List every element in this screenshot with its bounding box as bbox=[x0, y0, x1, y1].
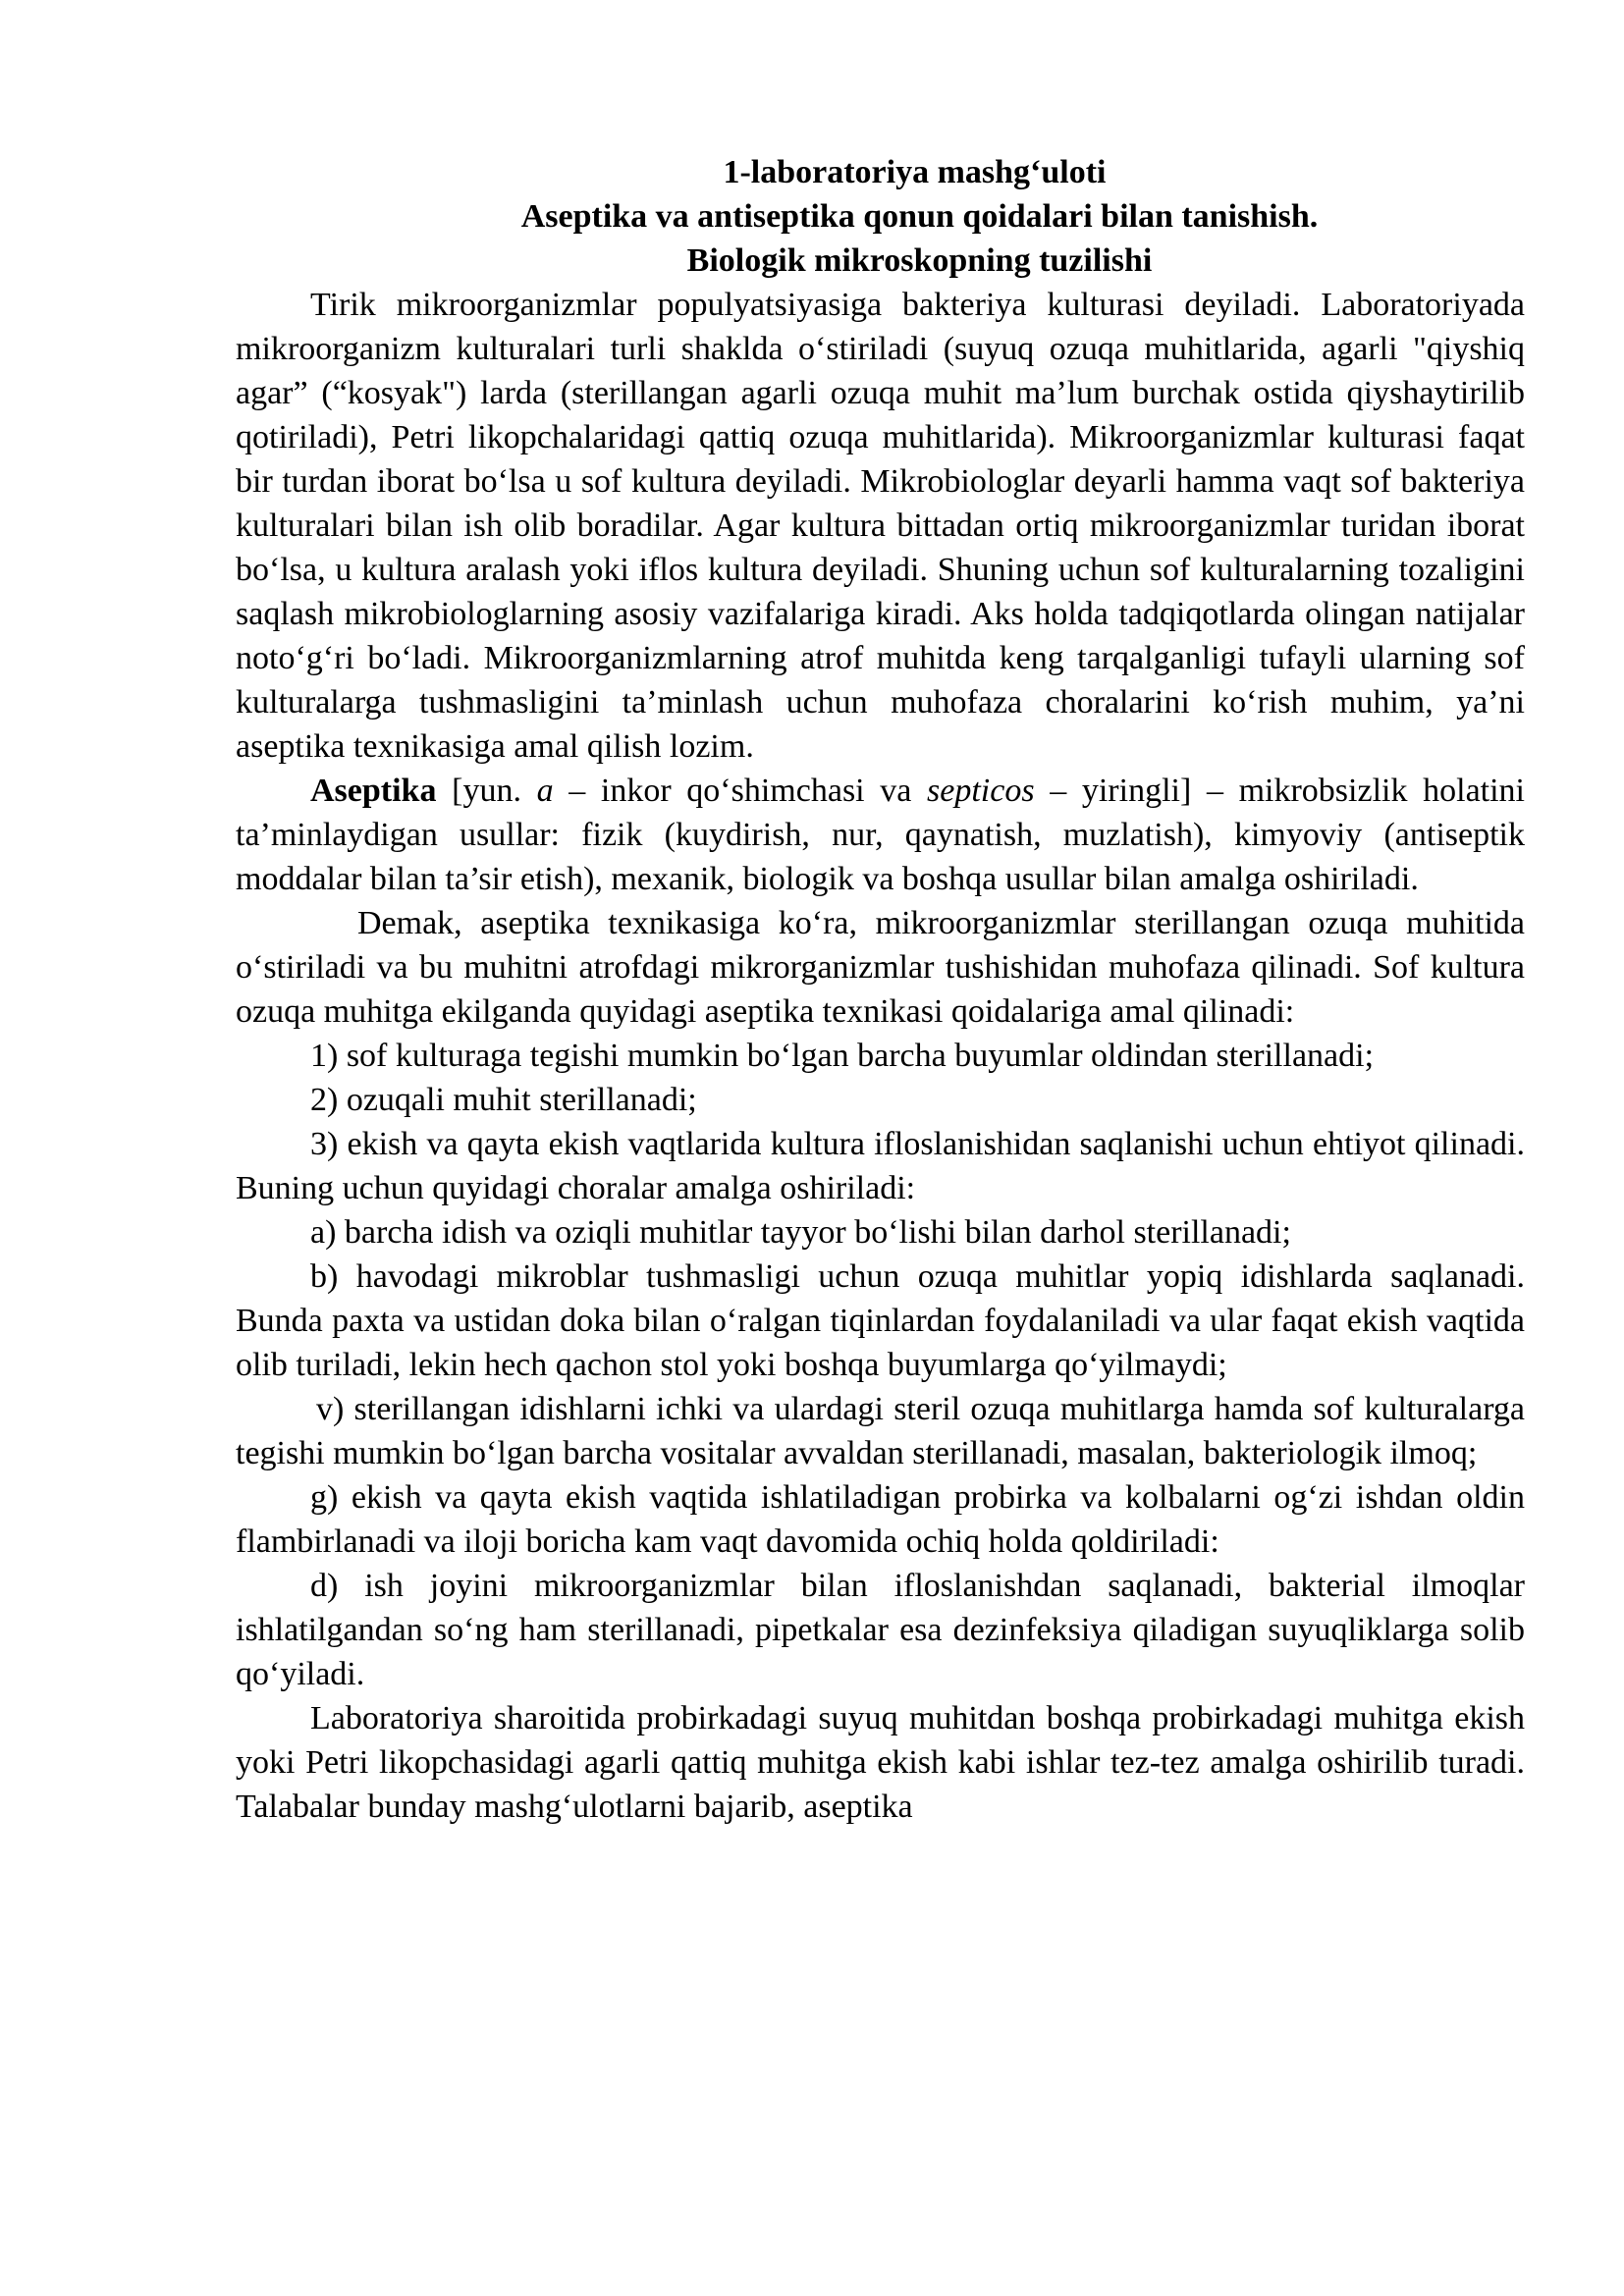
lab-title: 1-laboratoriya mashg‘uloti bbox=[723, 154, 1107, 190]
term-aseptika: Aseptika bbox=[310, 773, 437, 809]
list-item-rule-3: 3) ekish va qayta ekish vaqtlarida kultura ifloslanishidan saqlanishi uchun ehtiyot qilinadi. Buning uchun quyidagi choralar amalga oshiriladi: bbox=[236, 1126, 1525, 1206]
lab-topic: Biologik mikroskopning tuzilishi bbox=[686, 242, 1153, 279]
paragraph-aseptika-definition bbox=[236, 769, 1525, 901]
list-item-sub-a: a) barcha idish va oziqli muhitlar tayyor bo‘lishi bilan darhol sterillanadi; bbox=[310, 1214, 1291, 1251]
list-item-sub-b: b) havodagi mikroblar tushmasligi uchun ozuqa muhitlar yopiq idishlarda saqlanadi. Bunda paxta va ustidan doka bilan o‘ralgan tiqinlardan foydalaniladi va ular faqat ekish vaqtida olib turiladi, lekin hech qachon stol yoki boshqa buyumlarga qo‘yilmaydi; bbox=[236, 1258, 1525, 1383]
list-item-sub-v: v) sterillangan idishlarni ichki va ulardagi steril ozuqa muhitlarga hamda sof kulturalarga tegishi mumkin bo‘lgan barcha vositalar avvaldan sterillanadi, masalan, bakteriologik ilmoq; bbox=[236, 1391, 1525, 1471]
paragraph-demak: Demak, aseptika texnikasiga ko‘ra, mikroorganizmlar sterillangan ozuqa muhitida o‘stiriladi va bu muhitni atrofdagi mikrorganizmlar tushishidan muhofaza qilinadi. Sof kultura ozuqa muhitga ekilganda quyidagi aseptika texnikasi qoidalariga amal qilinadi: bbox=[236, 905, 1525, 1030]
document-body bbox=[236, 150, 1525, 1829]
list-item-sub-d: d) ish joyini mikroorganizmlar bilan ifloslanishdan saqlanadi, bakterial ilmoqlar ishlatilgandan so‘ng ham sterillanadi, pipetkalar esa dezinfeksiya qiladigan suyuqliklarga solib qo‘yiladi. bbox=[236, 1568, 1525, 1692]
paragraph-intro: Tirik mikroorganizmlar populyatsiyasiga bakteriya kulturasi deyiladi. Laboratoriyada mikroorganizm kulturalari turli shaklda o‘stiriladi (suyuq ozuqa muhitlarida, agarli "qiyshiq agar” (“kosyak") larda (sterillangan agarli ozuqa muhit ma’lum burchak ostida qiyshaytirilib qotiriladi), Petri likopchalaridagi qattiq ozuqa muhitlarida). Mikroorganizmlar kulturasi faqat bir turdan iborat bo‘lsa u sof kultura deyiladi. Mikrobiologlar deyarli hamma vaqt sof bakteriya kulturalari bilan ish olib boradilar. Agar kultura bittadan ortiq mikroorganizmlar turidan iborat bo‘lsa, u kultura aralash yoki iflos kultura deyiladi. Shuning uchun sof kulturalarning tozaligini saqlash mikrobiologlarning asosiy vazifalariga kiradi. Aks holda tadqiqotlarda olingan natijalar noto‘g‘ri bo‘ladi. Mikroorganizmlarning atrof muhitda keng tarqalganligi tufayli ularning sof kulturalarga tushmasligini ta’minlash uchun muhofaza choralarini ko‘rish muhim, ya’ni aseptika texnikasiga amal qilish lozim. bbox=[236, 287, 1525, 765]
list-item-rule-2: 2) ozuqali muhit sterillanadi; bbox=[310, 1082, 697, 1118]
term-a: a bbox=[536, 773, 554, 809]
list-item-rule-1: 1) sof kulturaga tegishi mumkin bo‘lgan barcha buyumlar oldindan sterillanadi; bbox=[310, 1038, 1375, 1074]
list-item-sub-g: g) ekish va qayta ekish vaqtida ishlatiladigan probirka va kolbalarni og‘zi ishdan oldin flambirlanadi va iloji boricha kam vaqt davomida ochiq holda qoldiriladi: bbox=[236, 1479, 1525, 1560]
term-septicos: septicos bbox=[927, 773, 1035, 809]
definition-part2: – inkor qo‘shimchasi va bbox=[553, 773, 928, 809]
lab-subtitle: Aseptika va antiseptika qonun qoidalari bilan tanishish. bbox=[520, 198, 1319, 235]
definition-part1: [yun. bbox=[436, 773, 537, 809]
definition-part3: – yiringli] – mikrobsizlik holatini ta’minlaydigan usullar: fizik (kuydirish, nur, qaynatish, muzlatish), kimyoviy (antiseptik moddalar bilan ta’sir etish), mexanik, biologik va boshqa usullar bilan amalga oshiriladi. bbox=[236, 773, 1525, 897]
paragraph-final: Laboratoriya sharoitida probirkadagi suyuq muhitdan boshqa probirkadagi muhitga ekish yoki Petri likopchasidagi agarli qattiq muhitga ekish kabi ishlar tez-tez amalga oshirilib turadi. Talabalar bunday mashg‘ulotlarni bajarib, aseptika bbox=[236, 1700, 1525, 1825]
